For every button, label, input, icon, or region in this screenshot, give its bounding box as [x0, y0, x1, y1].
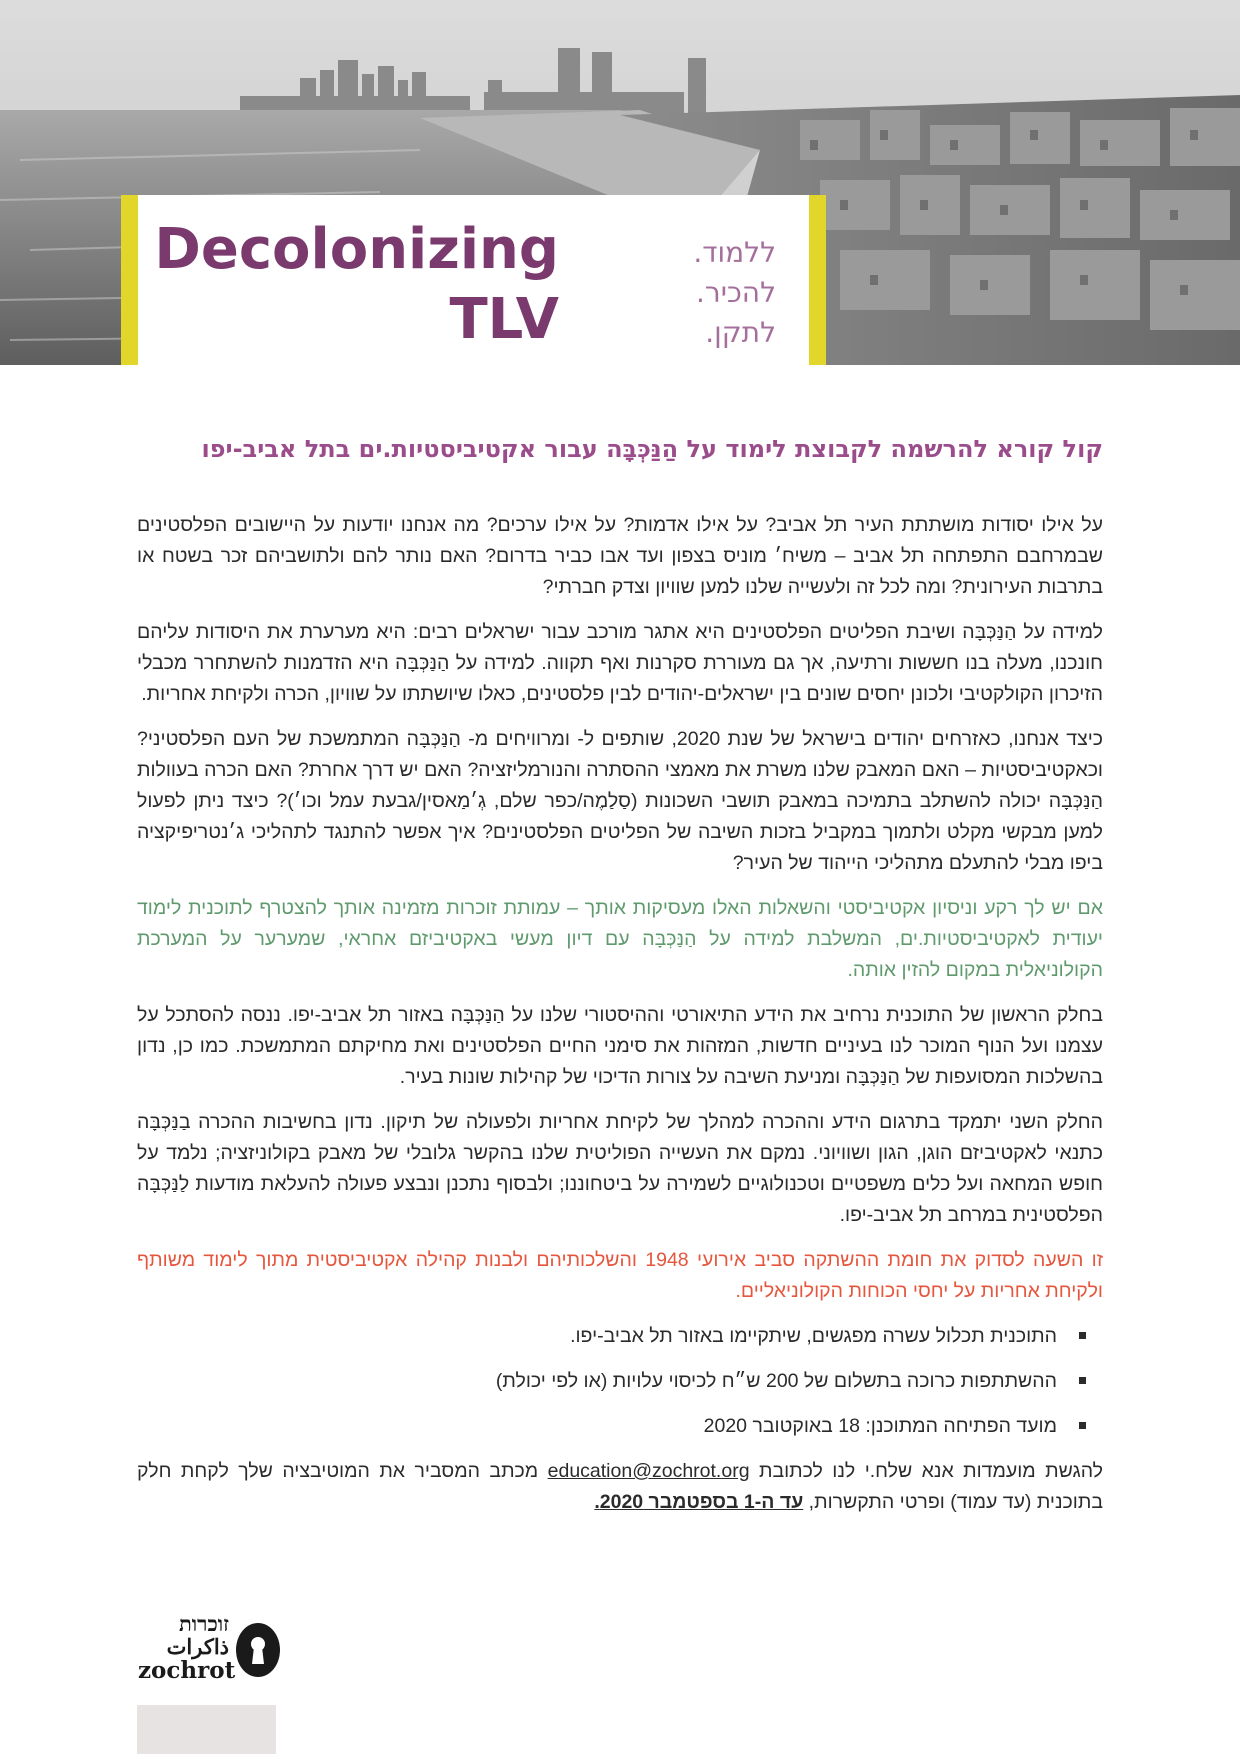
tagline-line-1: ללמוד.	[693, 236, 776, 269]
tagline	[576, 233, 776, 353]
deadline: עד ה-1 בספטמבר 2020.	[594, 1491, 804, 1513]
headline-line-1: Decolonizing	[154, 217, 559, 282]
logo-text	[137, 1611, 236, 1684]
details-list	[137, 1321, 1103, 1442]
logo-english: zochrot	[138, 1657, 236, 1684]
page-title: קול קורא להרשמה לקבוצת לימוד על הַנַּכְּבָּה עבור אקטיביסטיות.ים בתל אביב-יפו	[201, 435, 1103, 463]
accent-bar-right	[809, 195, 826, 365]
keyhole-icon	[232, 1620, 284, 1680]
email-link[interactable]: education@zochrot.org	[547, 1460, 750, 1482]
list-item-text: מועד הפתיחה המתוכנן: 18 באוקטובר 2020	[703, 1415, 1057, 1437]
tagline-line-3: לתקן.	[705, 316, 776, 349]
list-item-text: התוכנית תכלול עשרה מפגשים, שיתקיימו באזור תל אביב-יפו.	[570, 1325, 1057, 1347]
list-item	[137, 1411, 1103, 1442]
paragraph-challenge: למידה על הַנַּכְּבָּה ושיבת הפליטים הפלסטינים היא אתגר מורכב עבור ישראלים רבים: היא מערערת את היסודות עליהם חונכנו, מעלה בנו חששות ורתיעה, אך גם מעוררת סקרנות ואף תקווה. למידה על הַנַּכְּבָּה היא הזדמנות להשתחרר מכבלי הזיכרון הקולקטיבי ולכונן יחסים שונים בין ישראלים-יהודים לבין פלסטינים, כאלו שיושתתו על שוויון, הכרה ולקיחת אחריות.	[137, 621, 1103, 705]
headline	[154, 215, 559, 355]
paragraph-part-one: בחלק הראשון של התוכנית נרחיב את הידע התיאורטי וההיסטורי שלנו על הַנַּכְּבָּה באזור תל אביב-יפו. ננסה להסתכל על עצמנו ועל הנוף המוכר לנו בעיניים חדשות, המזהות את סימני החיים הפלסטינים ואת מחיקתם המתמשכת. כמו כן, נדון בהשלכות המסועפות של הַנַּכְּבָּה ומניעת השיבה על צורות הדיכוי של קהילות שונות בעיר.	[137, 1004, 1103, 1088]
paragraph-invitation: אם יש לך רקע וניסיון אקטיביסטי והשאלות האלו מעסיקות אותך – עמותת זוכרות מזמינה אותך להצטרף לתוכנית לימוד יעודית לאקטיביסטיות.ים, המשלבת למידה על הַנַּכְּבָּה עם דיון מעשי באקטיביזם אחראי, שמערער על המערכת הקולוניאלית במקום להזין אותה.	[137, 897, 1103, 981]
paragraph-questions: כיצד אנחנו, כאזרחים יהודים בישראל של שנת 2020, שותפים ל- ומרוויחים מ- הַנַּכְּבָּה המתמשכת של העם הפלסטיני? וכאקטיביסטיות – האם המאבק שלנו משרת את מאמצי ההסתרה והנורמליזציה? האם יש דרך אחרת? האם הכרה בעוולות הַנַּכְּבָּה יכולה להשתלב בתמיכה במאבק תושבי השכונות (סַלַמֶה/כפר שלם, גְ׳מַאסין/גבעת עמל וכו׳)? כיצד ניתן לפעול למען מבקשי מקלט ולתמוך במקביל בזכות השיבה של הפליטים הפלסטינים? איך אפשר להתנגד לתהליכי ג׳נטריפיקציה ביפו מבלי להתעלם מתהליכי הייהוד של העיר?	[137, 728, 1103, 874]
title-card	[121, 195, 826, 365]
bullet-square-icon	[1079, 1422, 1086, 1429]
hero-banner	[0, 0, 1240, 365]
paragraph-intro: על אילו יסודות מושתתת העיר תל אביב? על אילו אדמות? על אילו ערכים? מה אנחנו יודעות על היישובים הפלסטינים שבמרחבם התפתחה תל אביב – משיח׳ מוניס בצפון ועד אבו כביר בדרום? האם נותר להם ולתושביהם זכר בשטח או בתרבות העירונית? ומה לכל זה ולעשייה שלנו למען שוויון וצדק חברתי?	[137, 514, 1103, 598]
paragraph-part-two: החלק השני יתמקד בתרגום הידע וההכרה למהלך של לקיחת אחריות ולפעולה של תיקון. נדון בחשיבות ההכרה בַנַּכְּבָּה כתנאי לאקטיביזם הוגן, הגון ושוויוני. נמקם את העשייה הפוליטית שלנו בהקשר גלובלי של מאבק בקולוניזציה; נלמד על חופש המחאה ועל כלים משפטיים וטכנולוגיים לשמירה על ביטחוננו; ולבסוף נתכנן ונבצע פעולה להעלאת מודעות לַנַּכְּבָּה הפלסטינית במרחב תל אביב-יפו.	[137, 1111, 1103, 1226]
list-item	[137, 1366, 1103, 1397]
accent-bar-left	[121, 195, 138, 365]
headline-line-2: TLV	[449, 287, 559, 352]
paragraph-how-to-apply	[137, 1456, 1103, 1518]
logo-hebrew: זוכרות	[179, 1611, 229, 1636]
footer-grey-block	[137, 1705, 276, 1754]
tagline-line-2: להכיר.	[696, 276, 776, 309]
bullet-square-icon	[1079, 1332, 1086, 1339]
apply-text-end: מכתב המסביר את המוטיבציה שלך לקחת חלק בתוכנית (עד עמוד) ופרטי התקשרות,	[137, 1460, 1103, 1513]
bullet-square-icon	[1079, 1377, 1086, 1384]
apply-text-start: להגשת מועמדות אנא שלח.י לנו לכתובת	[758, 1460, 1103, 1482]
list-item	[137, 1321, 1103, 1352]
zochrot-logo	[137, 1612, 282, 1687]
list-item-text: ההשתתפות כרוכה בתשלום של 200 ש״ח לכיסוי עלויות (או לפי יכולת)	[495, 1370, 1057, 1392]
paragraph-call-to-action: זו השעה לסדוק את חומת ההשתקה סביב אירועי 1948 והשלכותיהם ולבנות קהילה אקטיביסטית מתוך לימוד משותף ולקיחת אחריות על יחסי הכוחות הקולוניאליים.	[137, 1249, 1103, 1302]
logo-arabic: ذاكرات	[166, 1634, 229, 1659]
body-text	[137, 510, 1103, 1532]
